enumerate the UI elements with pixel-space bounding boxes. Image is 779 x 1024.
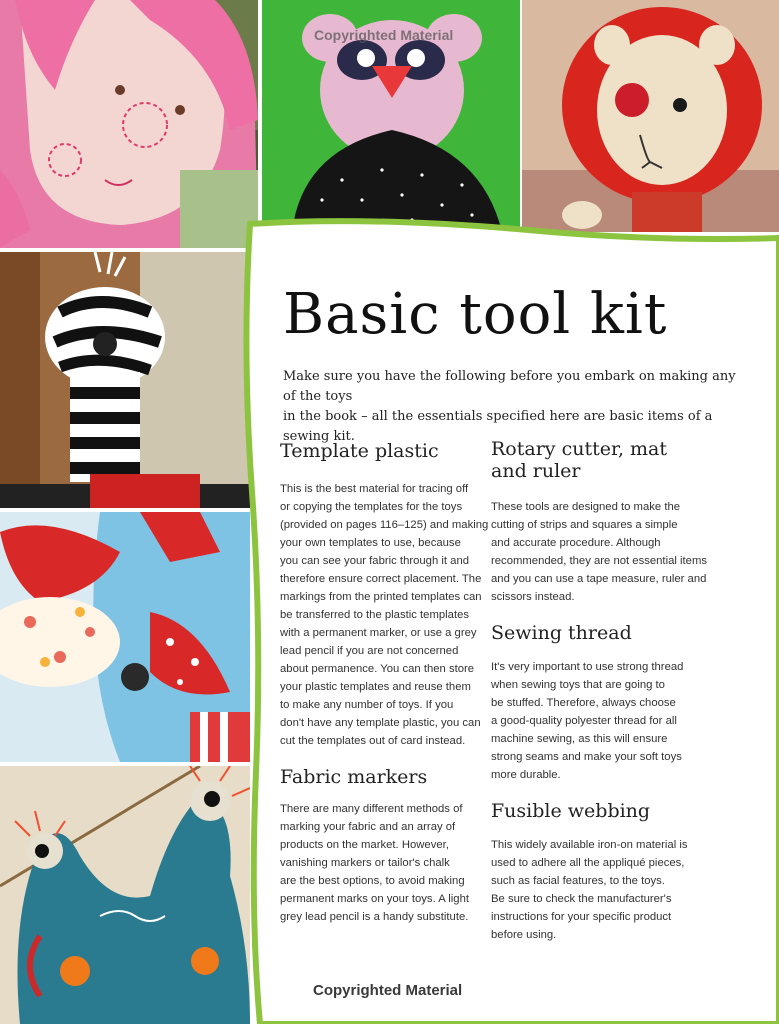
text-line: markings from the printed templates can (280, 591, 482, 603)
text-line: This widely available iron-on material is (491, 839, 688, 851)
intro-paragraph (283, 367, 743, 447)
text-line: permanent marks on your toys. A light (280, 893, 470, 905)
text-line: more durable. (491, 769, 561, 781)
text-line: your plastic templates and reuse them (280, 681, 471, 693)
text-line: marking your fabric and an array of (280, 821, 456, 833)
watermark-bottom: Copyrighted Material (313, 982, 463, 999)
body-fusible-webbing (491, 836, 701, 944)
body-template-plastic (280, 480, 489, 750)
text-line: you can see your fabric through it and (280, 555, 470, 567)
text-line: recommended, they are not essential items (491, 555, 708, 567)
heading-line: Rotary cutter, mat (491, 438, 668, 460)
text-line: used to adhere all the appliqué pieces, (491, 857, 685, 869)
text-line: products on the market. However, (280, 839, 449, 851)
text-line: scissors instead. (491, 591, 575, 603)
text-line: There are many different methods of (280, 803, 463, 815)
text-line: to make any number of toys. If you (280, 699, 454, 711)
text-line: This is the best material for tracing off (280, 483, 469, 495)
page-title: Basic tool kit (283, 282, 668, 347)
text-line: and accurate procedure. Although (491, 537, 661, 549)
watermark-top: Copyrighted Material (314, 27, 454, 43)
text-line: when sewing toys that are going to (491, 679, 665, 691)
heading-template-plastic: Template plastic (280, 440, 439, 462)
text-line: don't have any template plastic, you can (280, 717, 481, 729)
heading-rotary-cutter (491, 438, 701, 482)
text-line: about permanence. You can then store (280, 663, 475, 675)
text-line: before using. (491, 929, 557, 941)
text-line: Be sure to check the manufacturer's (491, 893, 672, 905)
photo-zebra-toy (0, 252, 250, 508)
text-line: lead pencil if you are not concerned (280, 645, 459, 657)
intro-line: Make sure you have the following before you embark on making any of the toys (283, 369, 736, 404)
photo-fabric-toys (0, 512, 250, 762)
text-line: vanishing markers or tailor's chalk (280, 857, 450, 869)
heading-sewing-thread: Sewing thread (491, 622, 632, 644)
text-line: be transferred to the plastic templates (280, 609, 470, 621)
text-line: cutting of strips and squares a simple (491, 519, 678, 531)
heading-fabric-markers: Fabric markers (280, 766, 428, 788)
photo-pink-doll (0, 0, 258, 248)
text-line: instructions for your specific product (491, 911, 672, 923)
text-line: These tools are designed to make the (491, 501, 681, 513)
heading-fusible-webbing: Fusible webbing (491, 800, 651, 822)
text-line: (provided on pages 116–125) and making (280, 519, 489, 531)
text-line: It's very important to use strong thread (491, 661, 684, 673)
text-line: or copying the templates for the toys (280, 501, 463, 513)
text-line: and you can use a tape measure, ruler and (491, 573, 707, 585)
text-line: are the best options, to avoid making (280, 875, 465, 887)
intro-line: in the book – all the essentials specified here are basic items of a sewing kit. (283, 409, 713, 444)
photo-blue-monster (0, 766, 250, 1024)
text-line: be stuffed. Therefore, always choose (491, 697, 676, 709)
text-line: machine sewing, as this will ensure (491, 733, 668, 745)
photo-lion-toy (522, 0, 779, 232)
text-line: your own templates to use, because (280, 537, 461, 549)
text-line: therefore ensure correct placement. The (280, 573, 482, 585)
text-line: strong seams and make your soft toys (491, 751, 682, 763)
text-line: such as facial features, to the toys. (491, 875, 665, 887)
text-line: cut the templates out of card instead. (280, 735, 466, 747)
text-line: grey lead pencil is a handy substitute. (280, 911, 469, 923)
body-rotary-cutter (491, 498, 708, 606)
text-line: with a permanent marker, or use a grey (280, 627, 477, 639)
body-fabric-markers (280, 800, 480, 926)
text-line: a good-quality polyester thread for all (491, 715, 677, 727)
body-sewing-thread (491, 658, 701, 784)
heading-line: and ruler (491, 460, 581, 482)
